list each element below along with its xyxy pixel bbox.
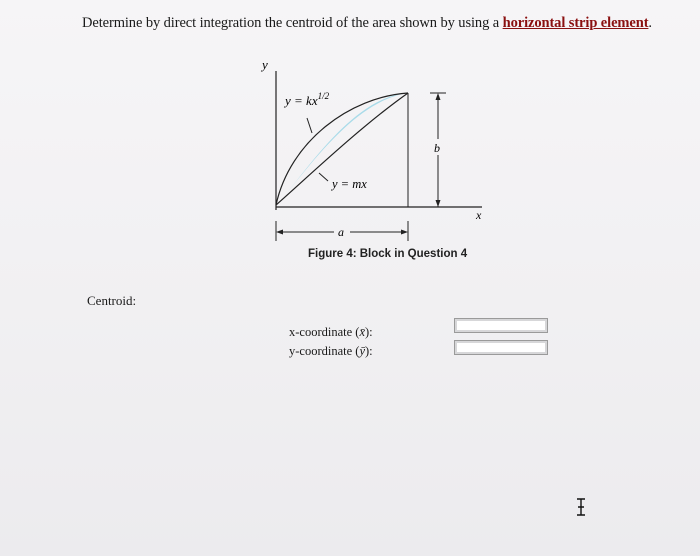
- question-emphasis: horizontal strip element: [502, 15, 649, 31]
- axis-label-x: x: [476, 208, 482, 222]
- question-text: [82, 15, 652, 32]
- x-bar-symbol: x̄: [359, 325, 366, 339]
- text-cursor-icon: [575, 498, 587, 516]
- dim-a-arrowhead-left: [276, 230, 283, 235]
- x-coordinate-label: [289, 325, 373, 340]
- curve-label-parabola-exponent: 1/2: [317, 91, 330, 101]
- figure-caption: Figure 4: Block in Question 4: [308, 248, 468, 260]
- curve-label-parabola: [283, 91, 330, 108]
- line-leader: [319, 173, 328, 181]
- centroid-label: Centroid:: [87, 293, 137, 308]
- dim-b-arrowhead-bottom: [436, 200, 441, 207]
- axis-label-y: y: [262, 57, 268, 72]
- y-coordinate-input[interactable]: [454, 340, 548, 355]
- question-end: .: [648, 15, 652, 31]
- x-coordinate-prefix: x-coordinate (: [289, 325, 360, 339]
- y-coordinate-label: [289, 344, 373, 359]
- x-coordinate-input[interactable]: [454, 318, 548, 333]
- dim-a-arrowhead-right: [401, 230, 408, 235]
- y-bar-symbol: ȳ: [359, 344, 366, 358]
- curve-label-line: y = mx: [332, 177, 367, 191]
- x-coordinate-suffix: ):: [365, 325, 373, 339]
- y-coordinate-suffix: ):: [365, 344, 373, 358]
- area-figure: [250, 55, 500, 245]
- curve-label-parabola-text: y = kx: [285, 93, 318, 108]
- parabola-leader: [307, 118, 312, 133]
- dim-label-b: b: [434, 141, 440, 155]
- dim-label-a: a: [338, 225, 344, 239]
- area-figure-svg: [250, 55, 500, 245]
- dim-b-arrowhead-top: [436, 93, 441, 100]
- y-coordinate-prefix: y-coordinate (: [289, 344, 360, 358]
- question-body: Determine by direct integration the centroid of the area shown by using a: [82, 15, 503, 31]
